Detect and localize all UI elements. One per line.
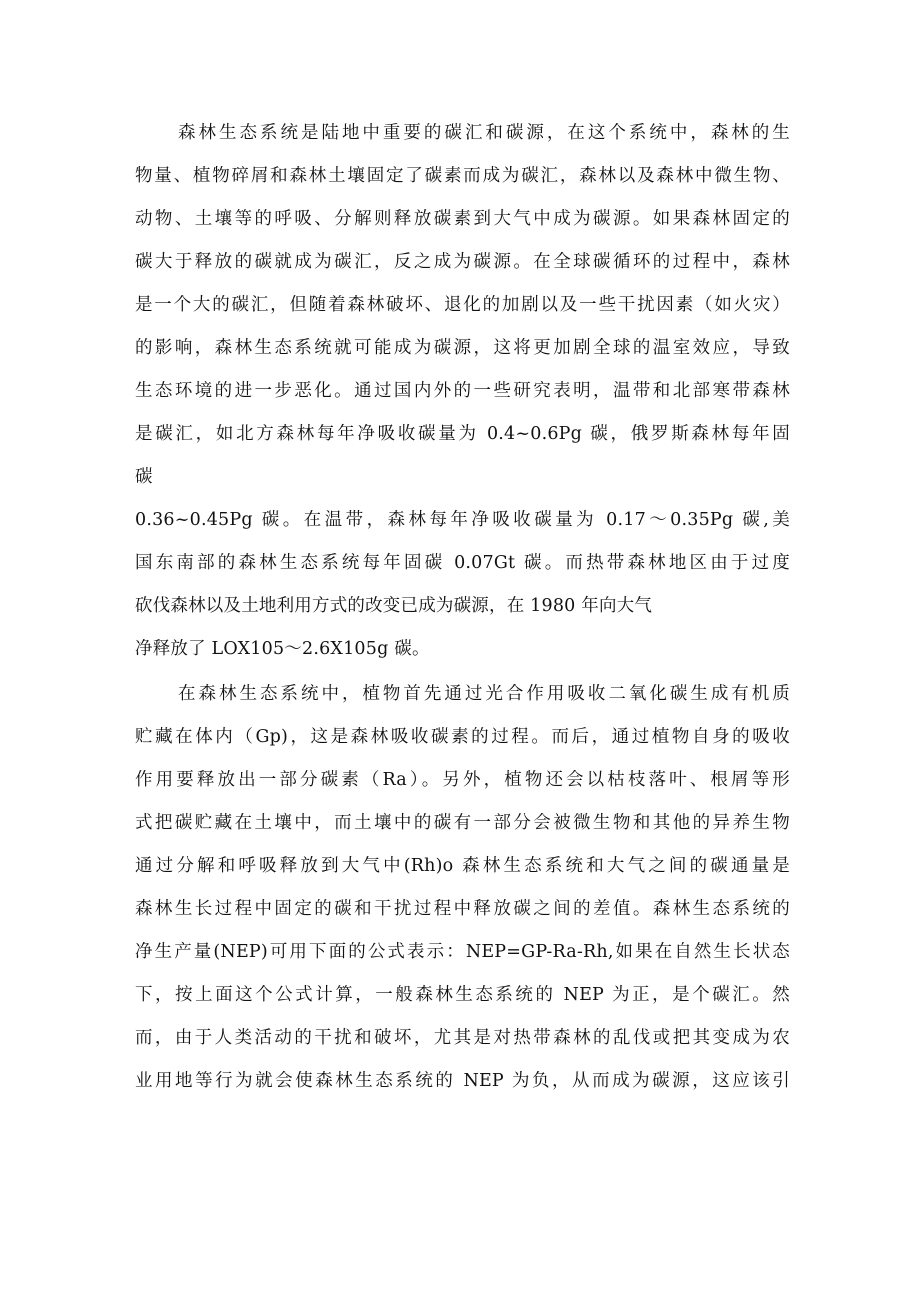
paragraph-1-line-6: 的影响，森林生态系统就可能成为碳源，这将更加剧全球的温室效应，导致 xyxy=(135,338,790,358)
paragraph-2-line-5: 通过分解和呼吸释放到大气中(Rh)o 森林生态系统和大气之间的碳通量是 xyxy=(135,856,790,876)
paragraph-1-line-9: 碳 xyxy=(135,467,153,487)
paragraph-1-line-2: 物量、植物碎屑和森林土壤固定了碳素而成为碳汇，森林以及森林中微生物、 xyxy=(135,166,790,186)
paragraph-1-line-13: 净释放了 LOX105～2.6X105g 碳。 xyxy=(135,639,430,659)
paragraph-1-line-1: 森林生态系统是陆地中重要的碳汇和碳源，在这个系统中，森林的生 xyxy=(178,123,790,143)
paragraph-1-line-3: 动物、土壤等的呼吸、分解则释放碳素到大气中成为碳源。如果森林固定的 xyxy=(135,209,790,229)
paragraph-2-line-3: 作用要释放出一部分碳素（Ra）。另外，植物还会以枯枝落叶、根屑等形 xyxy=(135,770,790,790)
paragraph-1-line-8: 是碳汇，如北方森林每年净吸收碳量为 0.4~0.6Pg 碳，俄罗斯森林每年固 xyxy=(135,424,790,444)
paragraph-2-line-4: 式把碳贮藏在土壤中，而土壤中的碳有一部分会被微生物和其他的异养生物 xyxy=(135,813,790,833)
paragraph-2-line-7: 净生产量(NEP)可用下面的公式表示：NEP=GP-Ra-Rh,如果在自然生长状态 xyxy=(135,942,790,962)
paragraph-2-line-10: 业用地等行为就会使森林生态系统的 NEP 为负，从而成为碳源，这应该引 xyxy=(135,1071,790,1091)
paragraph-2-line-1: 在森林生态系统中，植物首先通过光合作用吸收二氧化碳生成有机质 xyxy=(178,684,790,704)
paragraph-1-line-12: 砍伐森林以及土地利用方式的改变已成为碳源，在 1980 年向大气 xyxy=(135,596,653,616)
paragraph-2-line-2: 贮藏在体内（Gp)，这是森林吸收碳素的过程。而后，通过植物自身的吸收 xyxy=(135,727,790,747)
paragraph-1-line-5: 是一个大的碳汇，但随着森林破坏、退化的加剧以及一些干扰因素（如火灾） xyxy=(135,295,790,315)
paragraph-2-line-8: 下，按上面这个公式计算，一般森林生态系统的 NEP 为正，是个碳汇。然 xyxy=(135,985,790,1005)
paragraph-2-line-6: 森林生长过程中固定的碳和干扰过程中释放碳之间的差值。森林生态系统的 xyxy=(135,899,790,919)
paragraph-2-line-9: 而，由于人类活动的干扰和破坏，尤其是对热带森林的乱伐或把其变成为农 xyxy=(135,1028,790,1048)
paragraph-1-line-11: 国东南部的森林生态系统每年固碳 0.07Gt 碳。而热带森林地区由于过度 xyxy=(135,553,790,573)
paragraph-1-line-4: 碳大于释放的碳就成为碳汇，反之成为碳源。在全球碳循环的过程中，森林 xyxy=(135,252,790,272)
paragraph-1-line-7: 生态环境的进一步恶化。通过国内外的一些研究表明，温带和北部寒带森林 xyxy=(135,381,790,401)
paragraph-1-line-10: 0.36~0.45Pg 碳。在温带，森林每年净吸收碳量为 0.17～0.35Pg 碳,美 xyxy=(135,510,790,530)
